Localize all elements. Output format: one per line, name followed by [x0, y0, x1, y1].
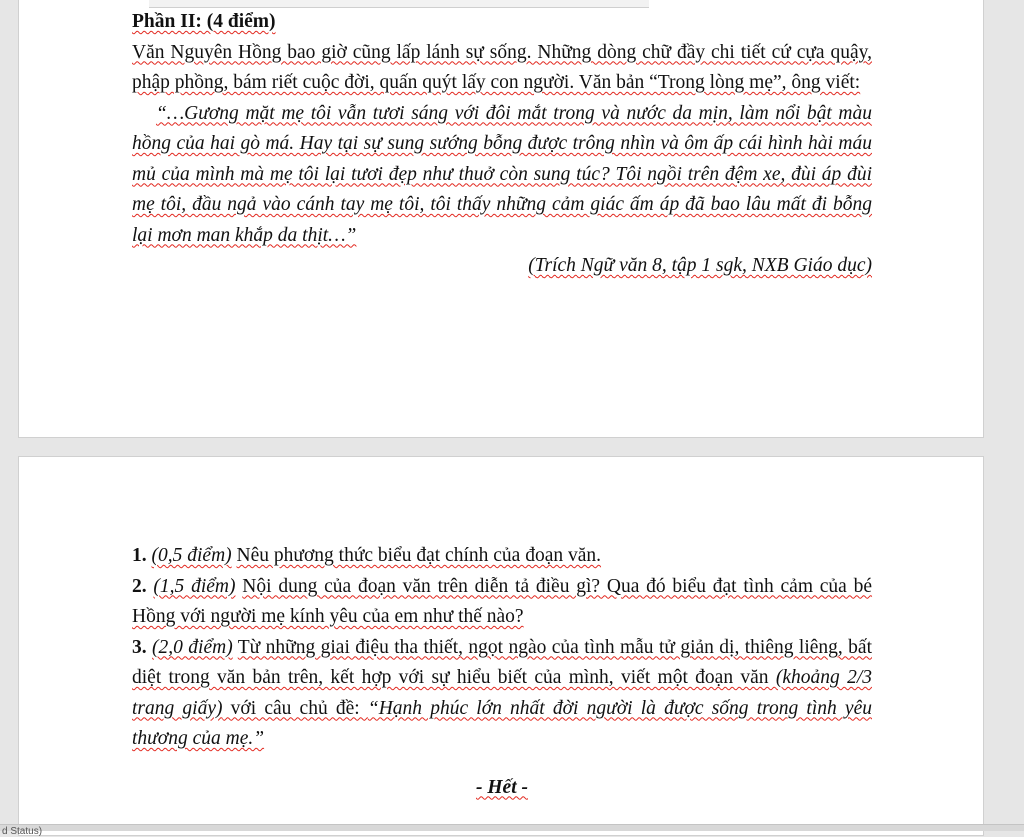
question-1-text: Nêu phương thức biểu đạt chính của đoạn văn.	[236, 545, 602, 566]
question-3-length-note: (khoảng 2/3 trang giấy)	[132, 667, 872, 719]
end-mark: - Hết -	[476, 776, 528, 798]
question-3-topic-intro: với câu chủ đề:	[222, 697, 368, 719]
question-3-number: 3.	[132, 636, 147, 658]
status-bar	[0, 824, 1024, 837]
question-1-points: (0,5 điểm)	[151, 545, 232, 566]
question-3-topic-sentence: “Hạnh phúc lớn nhất đời người là được sống trong tình yêu thương của mẹ.”	[132, 697, 872, 749]
question-3-text: Từ những giai điệu tha thiết, ngọt ngào của tình mẫu tử giản dị, thiêng liêng, bất diệt trong văn bản trên, kết hợp với sự hiểu biết của mình, viết một đoạn văn	[132, 636, 872, 688]
question-3-points: (2,0 điểm)	[152, 636, 233, 658]
question-2-points: (1,5 điểm)	[153, 575, 236, 597]
quote-source: (Trích Ngữ văn 8, tập 1 sgk, NXB Giáo dục)	[528, 255, 872, 276]
part-heading: Phần II: (4 điểm)	[132, 11, 276, 32]
question-1	[132, 541, 872, 572]
question-3	[132, 633, 872, 755]
status-text: d Status)	[2, 826, 43, 837]
intro-paragraph: Văn Nguyên Hồng bao giờ cũng lấp lánh sự sống. Những dòng chữ đầy chi tiết cứ cựa quậy, phập phồng, bám riết cuộc đời, quấn quýt lấy con người. Văn bản “Trong lòng mẹ”, ông viết:	[132, 41, 872, 93]
page-2-content	[132, 541, 872, 823]
document-page-1	[18, 0, 984, 438]
document-page-2	[18, 456, 984, 836]
question-1-number: 1.	[132, 545, 147, 566]
quote-paragraph: “…Gương mặt mẹ tôi vẫn tươi sáng với đôi mắt trong và nước da mịn, làm nổi bật màu hồng của hai gò má. Hay tại sự sung sướng bỗng được trông nhìn và ôm ấp cái hình hài máu mủ của mình mà mẹ tôi lại tươi đẹp như thuở còn sung túc? Tôi ngồi trên đệm xe, đùi áp đùi mẹ tôi, đầu ngả vào cánh tay mẹ tôi, tôi thấy những cảm giác ấm áp đã bao lâu mất đi bỗng lại mơn man khắp da thịt…”	[132, 102, 872, 246]
page-1-content	[132, 7, 872, 282]
question-2-number: 2.	[132, 575, 147, 597]
question-2	[132, 572, 872, 633]
question-2-text: Nội dung của đoạn văn trên diễn tả điều gì? Qua đó biểu đạt tình cảm của bé Hồng với người mẹ kính yêu của em như thế nào?	[132, 575, 873, 627]
